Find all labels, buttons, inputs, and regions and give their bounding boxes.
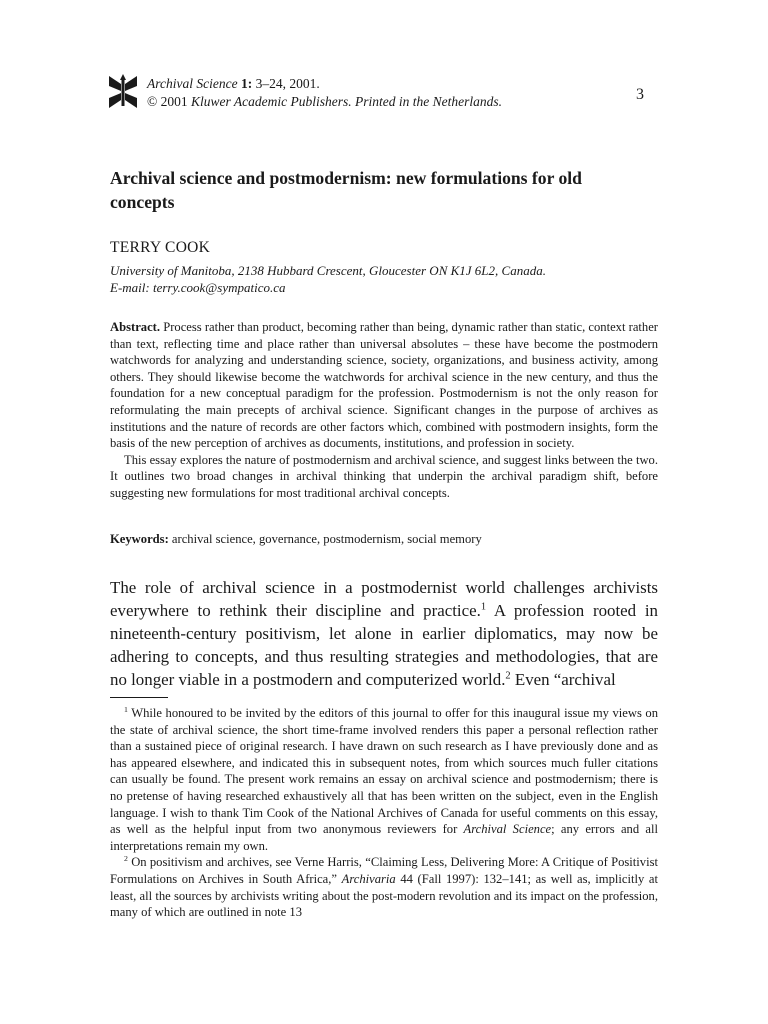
abstract-text-1: Process rather than product, becoming rather than being, dynamic rather than static, context rather than text, reflecting time and place rather than universal absolutes – these have become the postmodern watchwords for analyzing and understanding science, society, organizations, and business activity, among others. They should likewise become the watchwords for archival science in the new century, and thus the foundation for a new conceptual paradigm for the profession. Postmodernism is not the only reason for reformulating the main precepts of archival science. Significant changes in the purpose of archives as institutions and the nature of records are other factors which, combined with postmodern insights, form the basis of the new perception of archives as documents, institutions, and profession in society. — [110, 320, 658, 451]
journal-citation-line — [147, 75, 627, 93]
footnote-2-italic: Archivaria — [341, 871, 396, 886]
keywords-text: archival science, governance, postmodernism, social memory — [171, 532, 482, 546]
journal-pages: 3–24, 2001. — [255, 76, 320, 91]
article-title: Archival science and postmodernism: new formulations for old concepts — [110, 168, 582, 212]
footnote-1-italic: Archival Science — [463, 822, 552, 837]
abstract-paragraph-1 — [110, 319, 658, 452]
abstract-paragraph-2: This essay explores the nature of postmodernism and archival science, and suggest links between the two. It outlines two broad changes in archival thinking that underpin the archival paradigm shift, before suggesting new formulations for most traditional archival concepts. — [110, 452, 658, 500]
footnote-1-text: While honoured to be invited by the editors of this journal to offer for this inaugural issue my views on the state of archival science, the short time-frame involved renders this paper a personal reflection rather than a sustained piece of original research. I have drawn on such research as I have previously done and as has appeared elsewhere, and indicated this in subsequent notes, from which sources much fuller citations can usually be found. The present work remains an essay on archival science and postmodernism; there is no pretense of having researched exhaustively all that has been written on the subject, even in the English language. I wish to thank Tim Cook of the National Archives of Canada for useful comments on this essay, as well as the helpful input from two anonymous reviewers for — [110, 706, 658, 837]
page-number: 3 — [636, 86, 644, 103]
footnotes — [110, 705, 658, 921]
footnote-divider — [110, 697, 168, 698]
footnote-number-2: 2 — [124, 854, 128, 864]
copyright-line — [147, 93, 627, 111]
footnote-1 — [110, 705, 658, 854]
copyright-year: © 2001 — [147, 94, 188, 109]
footnote-2-text-end: 44 (Fall 1997): 132–141; as well as, implicitly at least, all the sources by archivists writing about the post-modern revolution and its impact on the profession, many of which are outlined in note 13 — [110, 871, 658, 920]
body-text-part-1: The role of archival science in a postmodernist world challenges archivists everywhere to rethink their discipline and practice. — [110, 578, 658, 620]
publisher-logo-icon — [107, 74, 139, 110]
publisher-name: Kluwer Academic Publishers. — [191, 94, 352, 109]
abstract — [110, 319, 658, 502]
journal-name: Archival Science — [147, 76, 238, 91]
body-text-part-3: Even “archival — [510, 670, 616, 689]
abstract-label: Abstract. — [110, 320, 161, 334]
journal-header — [147, 75, 627, 111]
footnote-number-1: 1 — [124, 704, 128, 714]
footnote-2 — [110, 854, 658, 920]
author-affiliation-block — [110, 262, 650, 296]
keywords — [110, 531, 658, 548]
author-affiliation: University of Manitoba, 2138 Hubbard Crescent, Gloucester ON K1J 6L2, Canada. — [110, 263, 546, 278]
body-paragraph — [110, 576, 658, 691]
footnote-ref-2: 2 — [505, 670, 511, 682]
keywords-label: Keywords: — [110, 532, 169, 546]
author-email: E-mail: terry.cook@sympatico.ca — [110, 280, 286, 295]
printed-note: Printed in the Netherlands. — [355, 94, 502, 109]
author-name: TERRY COOK — [110, 239, 211, 256]
footnote-2-text: On positivism and archives, see Verne Harris, “Claiming Less, Delivering More: A Critique of Positivist Formulations on Archives in South Africa,” — [110, 855, 658, 886]
journal-volume: 1: — [240, 76, 253, 91]
footnote-ref-1: 1 — [480, 601, 487, 613]
footnote-1-text-end: ; any errors and all interpretations remain my own. — [110, 822, 658, 853]
body-text-part-2: A profession rooted in nineteenth-century positivism, let alone in earlier diplomatics, may now be adhering to concepts, and thus resulting strategies and methodologies, that are no longer viable in a postmodern and computerized world. — [110, 601, 658, 689]
